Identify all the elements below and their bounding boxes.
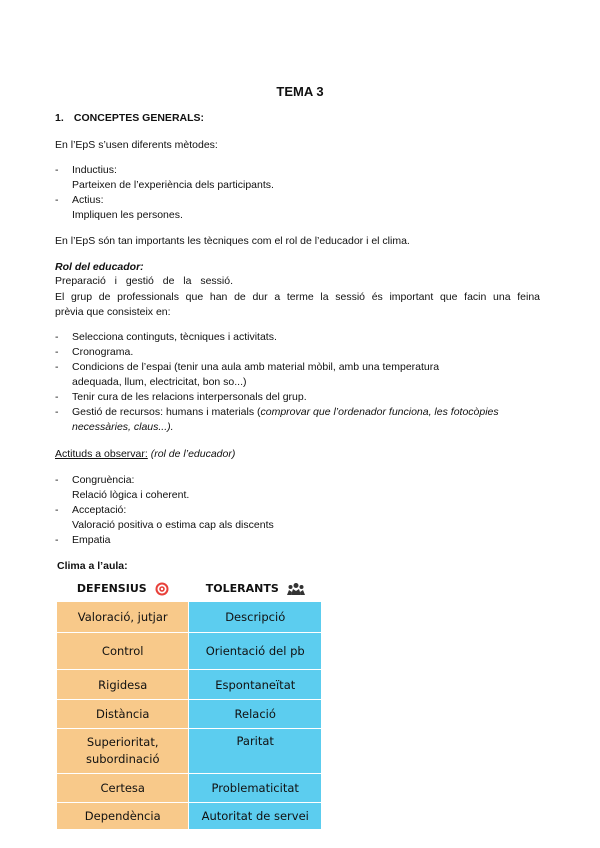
rol-item-cont: necessàries, claus...). [72,421,174,433]
method-name: Inductius: [72,164,117,176]
techniques-text: En l’EpS són tan importants les tècniques com el rol de l’educador i el clima. [55,235,410,247]
section-number: 1. [55,112,64,124]
intro-text: En l’EpS s’usen diferents mètodes: [55,139,218,151]
section-title: CONCEPTES GENERALS: [73,112,205,124]
rol-item-italic: comprovar que l’ordenador funciona, les fotocòpies [260,406,499,418]
table-row: Dependència Autoritat de servei [57,803,322,830]
method-desc: Parteixen de l’experiència dels participants. [72,179,274,191]
method-desc: Impliquen les persones. [72,209,183,221]
clima-table [56,576,322,830]
table-row: Certesa Problematicitat [57,774,322,803]
actitud-desc: Valoració positiva o estima cap als discents [72,519,274,531]
table-row: Distància Relació [57,700,322,729]
rol-line: Preparació i gestió de la sessió. [55,275,233,287]
actituds-heading: Actituds a observar: (rol de l’educador) [55,448,236,460]
table-row: Valoració, jutjar Descripció [57,602,322,633]
col-tolerants: TOLERANTS [189,577,322,602]
rol-paragraph-1: El grup de professionals que han de dur a terme la sessió és important que facin una feina [55,291,540,303]
table-row: Rigidesa Espontaneïtat [57,670,322,700]
table-row: Superioritat, subordinació Paritat [57,729,322,774]
method-name: Actius: [72,194,104,206]
col-defensius: DEFENSIUS [57,577,189,602]
rol-paragraph-2: prèvia que consisteix en: [55,306,171,318]
table-row: Control Orientació del pb [57,633,322,670]
actitud-desc: Relació lògica i coherent. [72,489,190,501]
section-heading [55,112,204,124]
table-header [57,577,322,602]
people-icon [287,582,305,596]
rol-item-cont: adequada, llum, electricitat, bon so...) [72,376,247,388]
clima-heading: Clima a l’aula: [57,560,128,572]
target-icon [155,582,169,596]
rol-heading: Rol del educador: [55,261,144,273]
page-title: TEMA 3 [276,84,324,99]
